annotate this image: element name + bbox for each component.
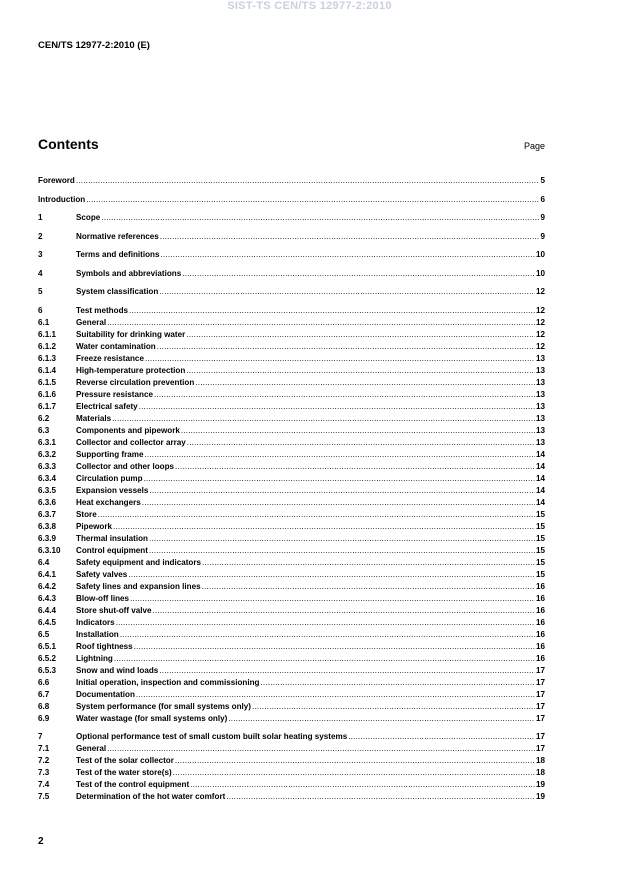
toc-entry[interactable]	[38, 713, 545, 725]
toc-entry-page: 13	[535, 365, 545, 375]
toc-entry-title: Circulation pump	[76, 473, 143, 483]
toc-entry[interactable]	[38, 194, 545, 206]
toc-dot-leader	[181, 425, 535, 437]
toc-dot-leader	[252, 701, 535, 713]
toc-entry-page: 10	[535, 250, 545, 259]
toc-entry[interactable]	[38, 353, 545, 365]
toc-entry-number: 4	[38, 268, 43, 278]
toc-dot-leader	[175, 755, 535, 767]
toc-entry-page: 5	[540, 176, 545, 185]
toc-dot-leader	[228, 713, 535, 725]
toc-dot-leader	[136, 689, 535, 701]
toc-entry[interactable]	[38, 617, 545, 629]
toc-entry-number: 6.5.3	[38, 665, 57, 675]
toc-dot-leader	[186, 329, 535, 341]
toc-entry[interactable]	[38, 677, 545, 689]
toc-entry[interactable]	[38, 755, 545, 767]
toc-entry[interactable]	[38, 329, 545, 341]
toc-entry-page: 18	[535, 768, 545, 777]
table-of-contents	[38, 175, 545, 803]
toc-entry-page: 9	[540, 231, 545, 241]
toc-entry[interactable]	[38, 461, 545, 473]
toc-entry-title: Snow and wind loads	[76, 665, 159, 675]
toc-entry-page: 12	[535, 317, 545, 327]
toc-entry-number: 3	[38, 250, 43, 259]
toc-entry-number: 6.9	[38, 713, 50, 723]
toc-dot-leader	[139, 401, 535, 413]
toc-dot-leader	[149, 533, 535, 545]
toc-entry-number: 6.4.3	[38, 593, 57, 603]
toc-entry-number: 6.3.3	[38, 461, 57, 471]
toc-dot-leader	[101, 212, 539, 224]
toc-entry-page: 16	[535, 653, 545, 663]
toc-entry-number: 7	[38, 732, 43, 741]
toc-entry-number: 6.6	[38, 677, 50, 687]
toc-dot-leader	[154, 389, 535, 401]
toc-entry-page: 16	[535, 641, 545, 651]
toc-entry-page: 15	[535, 545, 545, 555]
toc-entry-number: 7.2	[38, 756, 50, 765]
toc-dot-leader	[144, 473, 535, 485]
toc-entry-title: System classification	[76, 287, 159, 296]
toc-dot-leader	[173, 767, 535, 779]
toc-dot-leader	[114, 653, 535, 665]
toc-dot-leader	[190, 779, 535, 791]
toc-dot-leader	[195, 377, 535, 389]
toc-entry[interactable]	[38, 521, 545, 533]
toc-entry[interactable]	[38, 485, 545, 497]
toc-entry-title: Initial operation, inspection and commissioning	[76, 677, 260, 687]
toc-entry[interactable]	[38, 425, 545, 437]
toc-entry[interactable]	[38, 653, 545, 665]
toc-entry-page: 17	[535, 665, 545, 675]
toc-entry[interactable]	[38, 437, 545, 449]
toc-entry[interactable]	[38, 629, 545, 641]
toc-entry[interactable]	[38, 365, 545, 377]
toc-entry-number: 2	[38, 231, 43, 241]
toc-dot-leader	[120, 629, 535, 641]
toc-entry-page: 13	[535, 425, 545, 435]
toc-entry-number: 6.1.1	[38, 329, 57, 339]
toc-entry-title: Store shut-off valve	[76, 605, 152, 615]
toc-entry-page: 14	[535, 497, 545, 507]
toc-entry-number: 6.4.4	[38, 605, 57, 615]
toc-entry-title: Foreword	[38, 176, 75, 185]
toc-entry-title: Test of the water store(s)	[76, 768, 172, 777]
toc-dot-leader	[107, 743, 535, 755]
toc-entry-title: Heat exchangers	[76, 497, 141, 507]
toc-dot-leader	[175, 461, 535, 473]
toc-entry[interactable]	[38, 231, 545, 243]
toc-entry-title: Lightning	[76, 653, 113, 663]
toc-dot-leader	[107, 317, 535, 329]
toc-entry-title: Store	[76, 509, 97, 519]
toc-entry-page: 17	[535, 744, 545, 753]
toc-dot-leader	[130, 593, 535, 605]
toc-entry-number: 6.3.10	[38, 545, 61, 555]
toc-entry-title: Collector and collector array	[76, 437, 186, 447]
toc-entry[interactable]	[38, 605, 545, 617]
toc-entry-number: 6.4.5	[38, 617, 57, 627]
toc-entry-number: 6	[38, 305, 43, 315]
toc-entry-title: Symbols and abbreviations	[76, 268, 182, 278]
toc-entry-page: 15	[535, 509, 545, 519]
toc-entry[interactable]	[38, 533, 545, 545]
toc-entry-number: 6.4.2	[38, 581, 57, 591]
toc-dot-leader	[149, 485, 535, 497]
toc-entry-page: 16	[535, 617, 545, 627]
toc-dot-leader	[187, 437, 535, 449]
toc-dot-leader	[145, 353, 535, 365]
toc-entry-page: 15	[535, 521, 545, 531]
page-number: 2	[38, 836, 44, 847]
toc-entry-number: 6.5.2	[38, 653, 57, 663]
toc-dot-leader	[202, 557, 535, 569]
toc-entry-title: Indicators	[76, 617, 115, 627]
toc-entry[interactable]	[38, 497, 545, 509]
toc-entry-title: Safety equipment and indicators	[76, 557, 202, 567]
toc-entry[interactable]	[38, 743, 545, 755]
toc-entry-title: System performance (for small systems only)	[76, 701, 251, 711]
toc-entry-number: 6.1.2	[38, 341, 57, 351]
toc-entry-title: Collector and other loops	[76, 461, 175, 471]
toc-entry[interactable]	[38, 779, 545, 791]
toc-entry-page: 13	[535, 377, 545, 387]
toc-entry-page: 13	[535, 401, 545, 411]
toc-entry-title: Blow-off lines	[76, 593, 130, 603]
page-column-label: Page	[523, 141, 545, 151]
toc-entry[interactable]	[38, 557, 545, 569]
toc-entry-page: 12	[535, 287, 545, 296]
toc-dot-leader	[159, 665, 535, 677]
toc-entry-number: 6.3.1	[38, 437, 57, 447]
toc-dot-leader	[113, 521, 535, 533]
toc-entry-page: 9	[540, 213, 545, 222]
toc-entry-title: Reverse circulation prevention	[76, 377, 195, 387]
toc-dot-leader	[86, 194, 539, 206]
toc-dot-leader	[98, 509, 535, 521]
toc-entry-title: Electrical safety	[76, 401, 138, 411]
toc-entry-number: 6.3.8	[38, 521, 57, 531]
toc-entry-title: Installation	[76, 629, 119, 639]
toc-entry[interactable]	[38, 389, 545, 401]
toc-entry-title: Control equipment	[76, 545, 148, 555]
toc-entry[interactable]	[38, 401, 545, 413]
toc-entry[interactable]	[38, 341, 545, 353]
toc-dot-leader	[202, 581, 535, 593]
toc-dot-leader	[348, 731, 535, 743]
toc-entry-page: 19	[535, 780, 545, 789]
toc-entry-page: 12	[535, 329, 545, 339]
toc-entry-page: 13	[535, 413, 545, 423]
toc-entry-title: Safety valves	[76, 569, 128, 579]
toc-entry-number: 5	[38, 287, 43, 296]
toc-dot-leader	[144, 449, 535, 461]
toc-entry-page: 12	[535, 341, 545, 351]
toc-entry-title: Thermal insulation	[76, 533, 148, 543]
toc-entry-title: Pressure resistance	[76, 389, 153, 399]
toc-entry[interactable]	[38, 175, 545, 187]
toc-entry-title: General	[76, 744, 107, 753]
toc-entry-page: 17	[535, 713, 545, 723]
toc-entry-title: Test of the control equipment	[76, 780, 190, 789]
toc-dot-leader	[159, 286, 535, 298]
toc-entry-number: 6.5	[38, 629, 50, 639]
toc-dot-leader	[142, 497, 535, 509]
toc-dot-leader	[186, 365, 535, 377]
toc-entry-title: Documentation	[76, 689, 135, 699]
toc-entry[interactable]	[38, 791, 545, 803]
toc-entry[interactable]	[38, 249, 545, 261]
toc-entry-page: 16	[535, 605, 545, 615]
toc-entry-number: 6.7	[38, 689, 50, 699]
toc-dot-leader	[260, 677, 535, 689]
toc-entry-number: 6.3.2	[38, 449, 57, 459]
toc-entry-title: Freeze resistance	[76, 353, 144, 363]
toc-entry-number: 7.5	[38, 792, 50, 801]
toc-entry-page: 15	[535, 533, 545, 543]
toc-entry[interactable]	[38, 545, 545, 557]
toc-entry-page: 13	[535, 437, 545, 447]
toc-entry[interactable]	[38, 317, 545, 329]
toc-dot-leader	[129, 305, 535, 317]
toc-entry-page: 16	[535, 629, 545, 639]
toc-entry-number: 7.4	[38, 780, 50, 789]
toc-entry-page: 10	[535, 268, 545, 278]
toc-entry[interactable]	[38, 286, 545, 298]
toc-entry[interactable]	[38, 449, 545, 461]
toc-entry-title: Normative references	[76, 231, 159, 241]
contents-title: Contents	[38, 136, 99, 152]
toc-entry-number: 6.1.5	[38, 377, 57, 387]
toc-entry-number: 6.3.6	[38, 497, 57, 507]
toc-entry-title: Safety lines and expansion lines	[76, 581, 201, 591]
toc-entry-number: 7.1	[38, 744, 50, 753]
toc-entry-page: 17	[535, 677, 545, 687]
toc-entry-title: Water wastage (for small systems only)	[76, 713, 228, 723]
toc-entry[interactable]	[38, 473, 545, 485]
toc-entry-title: Components and pipework	[76, 425, 180, 435]
toc-entry[interactable]	[38, 509, 545, 521]
toc-entry[interactable]	[38, 268, 545, 280]
toc-entry-title: Supporting frame	[76, 449, 144, 459]
toc-dot-leader	[182, 268, 535, 280]
toc-entry-page: 12	[535, 305, 545, 315]
toc-entry-title: Optional performance test of small custom built solar heating systems	[76, 732, 348, 741]
toc-entry-number: 6.3.5	[38, 485, 57, 495]
toc-dot-leader	[161, 249, 535, 261]
toc-entry-number: 6.8	[38, 701, 50, 711]
toc-entry-page: 18	[535, 756, 545, 765]
toc-entry-number: 6.3.7	[38, 509, 57, 519]
toc-entry[interactable]	[38, 701, 545, 713]
toc-entry-number: 6.1.4	[38, 365, 57, 375]
toc-entry-page: 14	[535, 485, 545, 495]
toc-entry-page: 16	[535, 581, 545, 591]
toc-entry-page: 16	[535, 593, 545, 603]
toc-entry-number: 6.1.3	[38, 353, 57, 363]
toc-entry-number: 6.3.4	[38, 473, 57, 483]
toc-entry[interactable]	[38, 377, 545, 389]
toc-dot-leader	[116, 617, 535, 629]
toc-entry-number: 6.1.6	[38, 389, 57, 399]
toc-entry-number: 1	[38, 213, 43, 222]
toc-entry[interactable]	[38, 212, 545, 224]
toc-entry-number: 6.1.7	[38, 401, 57, 411]
toc-entry-number: 6.4.1	[38, 569, 57, 579]
toc-entry-page: 19	[535, 792, 545, 801]
toc-entry-page: 6	[540, 194, 545, 204]
toc-entry-title: Roof tightness	[76, 641, 133, 651]
toc-entry[interactable]	[38, 569, 545, 581]
toc-entry-number: 6.5.1	[38, 641, 57, 651]
toc-entry[interactable]	[38, 413, 545, 425]
toc-entry-title: Pipework	[76, 521, 112, 531]
toc-entry-page: 17	[535, 732, 545, 741]
toc-entry-page: 15	[535, 569, 545, 579]
toc-dot-leader	[112, 413, 535, 425]
toc-dot-leader	[160, 231, 540, 243]
toc-entry-page: 14	[535, 473, 545, 483]
toc-entry[interactable]	[38, 581, 545, 593]
toc-entry[interactable]	[38, 593, 545, 605]
toc-entry-title: Test of the solar collector	[76, 756, 174, 765]
toc-dot-leader	[157, 341, 535, 353]
toc-entry-title: Suitability for drinking water	[76, 329, 186, 339]
toc-entry-number: 6.4	[38, 557, 50, 567]
toc-entry-title: Introduction	[38, 194, 86, 204]
toc-dot-leader	[149, 545, 535, 557]
toc-entry[interactable]	[38, 731, 545, 743]
toc-entry-title: Materials	[76, 413, 112, 423]
toc-dot-leader	[76, 175, 540, 187]
toc-entry[interactable]	[38, 305, 545, 317]
toc-entry-title: Scope	[76, 213, 101, 222]
toc-entry-page: 17	[535, 689, 545, 699]
toc-entry-page: 13	[535, 353, 545, 363]
toc-entry[interactable]	[38, 767, 545, 779]
toc-entry-title: Expansion vessels	[76, 485, 149, 495]
toc-dot-leader	[226, 791, 535, 803]
toc-entry-title: Water contamination	[76, 341, 156, 351]
toc-entry-title: Test methods	[76, 305, 129, 315]
toc-entry[interactable]	[38, 665, 545, 677]
toc-dot-leader	[128, 569, 535, 581]
toc-entry-page: 14	[535, 449, 545, 459]
toc-dot-leader	[153, 605, 535, 617]
toc-entry-title: General	[76, 317, 107, 327]
toc-entry-title: Determination of the hot water comfort	[76, 792, 226, 801]
toc-entry-number: 6.3	[38, 425, 50, 435]
toc-entry-number: 6.3.9	[38, 533, 57, 543]
toc-entry-page: 15	[535, 557, 545, 567]
toc-entry-page: 13	[535, 389, 545, 399]
toc-entry-title: High-temperature protection	[76, 365, 186, 375]
toc-entry[interactable]	[38, 689, 545, 701]
toc-entry-number: 7.3	[38, 768, 50, 777]
watermark: SIST-TS CEN/TS 12977-2:2010	[227, 0, 392, 12]
toc-entry-number: 6.1	[38, 317, 50, 327]
toc-entry-page: 17	[535, 701, 545, 711]
toc-entry-page: 14	[535, 461, 545, 471]
document-id: CEN/TS 12977-2:2010 (E)	[38, 40, 150, 51]
toc-dot-leader	[134, 641, 535, 653]
toc-entry[interactable]	[38, 641, 545, 653]
toc-entry-number: 6.2	[38, 413, 50, 423]
toc-entry-title: Terms and definitions	[76, 250, 160, 259]
